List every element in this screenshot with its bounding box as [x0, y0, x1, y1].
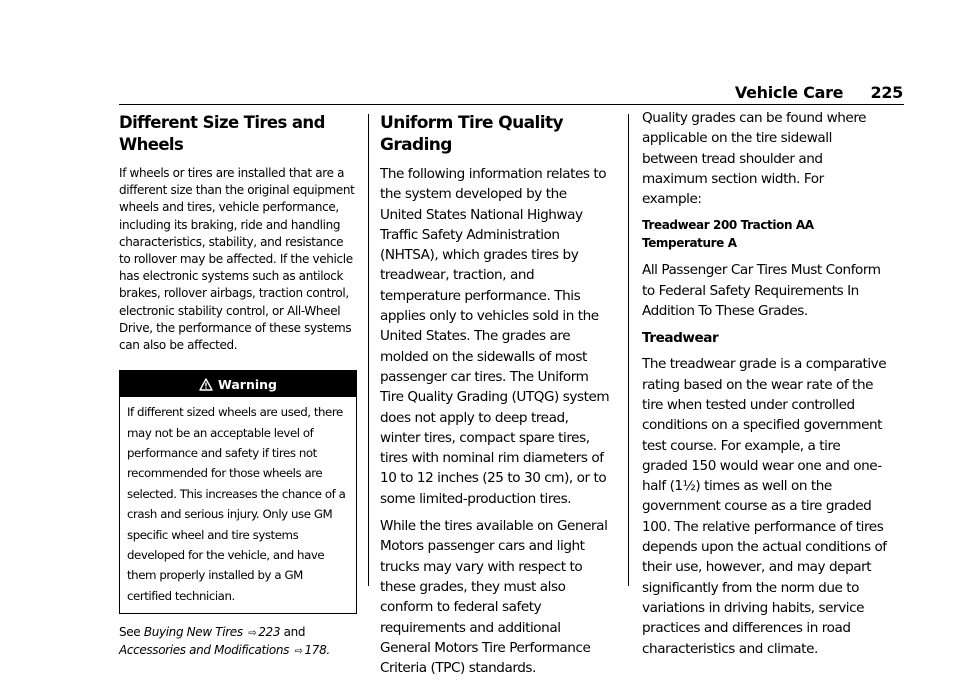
page-ref-178[interactable]: 178. [304, 643, 330, 658]
page-number: 225 [870, 83, 903, 102]
page-ref-223[interactable]: 223 [258, 625, 281, 640]
section-heading-utqg: Uniform Tire Quality Grading [380, 113, 563, 155]
different-size-paragraph: If wheels or tires are installed that are a different size than the original equipment wheels and tires, vehicle performance, including its braking, ride and handling characteristics, stability, and resistance to rollover may be affected. If the vehicle has electronic systems such as antilock brakes, rollover airbags, traction control, electronic stability control, or All-Wheel Drive, the performance of these systems can also be affected. [119, 166, 355, 353]
column-divider-2 [628, 114, 629, 586]
utqg-paragraph-2: While the tires available on General Motors passenger cars and light trucks may vary with respect to these grades, they must also conform to federal safety requirements and additional General Motors Tire Performance Criteria (TPC) standards. [380, 518, 608, 677]
see-and: and [283, 625, 306, 640]
section-heading-different-size: Different Size Tires and Wheels [119, 113, 325, 154]
warning-text: If different sized wheels are used, there may not be an acceptable level of performance and safety if tires not recommended for those wheels are selected. This increases the chance of a crash and serious injury. Only use GM specific wheel and tire systems developed for the vehicle, and have them properly installed by a GM certified technician. [127, 405, 346, 603]
treadwear-paragraph: The treadwear grade is a comparative rating based on the wear rate of the tire when tested under controlled conditions on a specified government test course. For example, a tire graded 150 would wear one and one-half (1½) times as well on the government course as a tire graded 100. The relative performance of tires depends upon the actual conditions of their use, however, and may depart significantly from the norm due to variations in driving habits, service practices and differences in road characteristics and climate. [642, 356, 887, 657]
see-prefix: See [119, 625, 141, 640]
see-also-references [119, 624, 357, 660]
warning-label: Warning [218, 376, 277, 392]
section-title: Vehicle Care [734, 83, 844, 102]
conform-statement: All Passenger Car Tires Must Conform to Federal Safety Requirements In Addition To These Grades. [642, 262, 881, 320]
column-1 [119, 112, 357, 660]
warning-header [120, 371, 356, 397]
warning-box [119, 370, 357, 614]
utqg-paragraph-1: The following information relates to the system developed by the United States National Highway Traffic Safety Administration (NHTSA), which grades tires by treadwear, traction, and temperature performance. This applies only to vehicles sold in the United States. The grades are molded on the sidewalls of most passenger car tires. The Uniform Tire Quality Grading (UTQG) system does not apply to deep tread, winter tires, compact spare tires, tires with nominal rim diameters of 10 to 12 inches (25 to 30 cm), or to some limited-production tires. [380, 166, 610, 507]
quality-grades-paragraph: Quality grades can be found where applicable on the tire sidewall between tread shoulder and maximum section width. For example: [642, 110, 867, 208]
reference-arrow-icon: ⇨ [294, 646, 303, 658]
link-accessories-modifications[interactable]: Accessories and Modifications [119, 643, 289, 658]
reference-arrow-icon: ⇨ [248, 628, 257, 640]
column-3 [642, 108, 887, 666]
column-divider-1 [368, 114, 369, 586]
header-rule [119, 104, 904, 105]
warning-triangle-icon [199, 378, 213, 391]
link-buying-new-tires[interactable]: Buying New Tires [143, 625, 243, 640]
grade-example: Treadwear 200 Traction AA Temperature A [642, 218, 814, 251]
column-2 [380, 112, 612, 685]
page-header [735, 83, 903, 102]
treadwear-heading: Treadwear [642, 330, 719, 347]
